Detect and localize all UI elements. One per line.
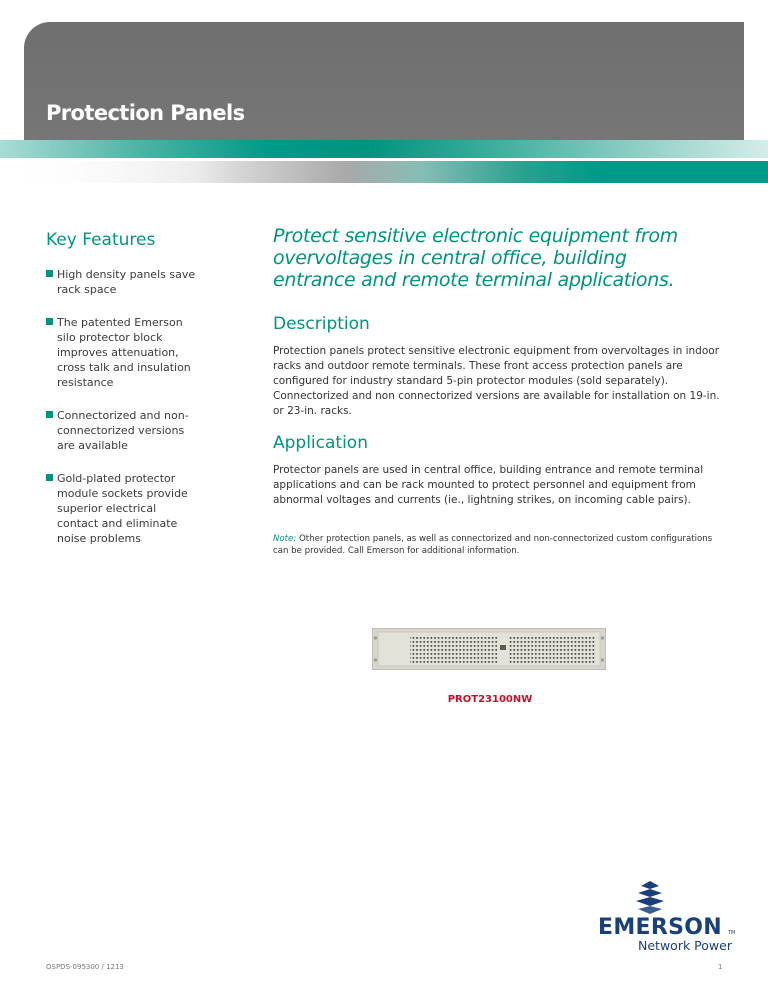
- feature-text: Connectorized and non-connectorized versions are available: [57, 409, 189, 452]
- tagline: Protect sensitive electronic equipment from overvoltages in central office, building entrance and remote terminal applications.: [273, 225, 678, 291]
- protection-panel-image: [372, 628, 606, 670]
- key-features-list: [46, 267, 196, 564]
- emerson-logo-icon: [632, 880, 668, 916]
- description-heading: Description: [273, 314, 370, 334]
- note: [273, 533, 728, 557]
- feature-text: The patented Emerson silo protector block improves attenuation, cross talk and insulation resistance: [57, 316, 191, 389]
- document-code: OSPDS-095300 / 1213: [46, 963, 124, 971]
- list-item: [46, 408, 196, 453]
- bullet-icon: [46, 474, 53, 481]
- feature-text: Gold-plated protector module sockets provide superior electrical contact and eliminate noise problems: [57, 472, 188, 545]
- emerson-wordmark: EMERSON: [598, 915, 722, 940]
- page-title: Protection Panels: [46, 101, 245, 125]
- note-text: Other protection panels, as well as connectorized and non-connectorized custom configurations can be provided. Call Emerson for additional information.: [273, 534, 713, 556]
- teal-stripe: [0, 140, 768, 158]
- application-heading: Application: [273, 433, 368, 453]
- logo-subtitle: Network Power: [638, 938, 732, 953]
- gradient-stripe: [0, 161, 768, 183]
- list-item: [46, 267, 196, 297]
- bullet-icon: [46, 318, 53, 325]
- trademark: TM: [728, 930, 736, 936]
- feature-text: High density panels save rack space: [57, 268, 196, 296]
- key-features-heading: Key Features: [46, 230, 156, 250]
- page-number: 1: [718, 963, 723, 971]
- application-text: Protector panels are used in central office, building entrance and remote terminal applications and can be rack mounted to protect personnel and equipment from abnormal voltages and currents (ie., lightning strikes, on incoming cable pairs).: [273, 464, 704, 506]
- list-item: [46, 471, 196, 546]
- note-label: Note:: [273, 534, 297, 544]
- list-item: [46, 315, 196, 390]
- description-text: Protection panels protect sensitive electronic equipment from overvoltages in indoor racks and outdoor remote terminals. These front access protection panels are configured for industry standard 5-pin protector modules (sold separately). Connectorized and non connectorized versions are available for installation on 19-in. or 23-in. racks.: [273, 345, 720, 417]
- product-caption: PROT23100NW: [447, 694, 533, 705]
- bullet-icon: [46, 411, 53, 418]
- bullet-icon: [46, 270, 53, 277]
